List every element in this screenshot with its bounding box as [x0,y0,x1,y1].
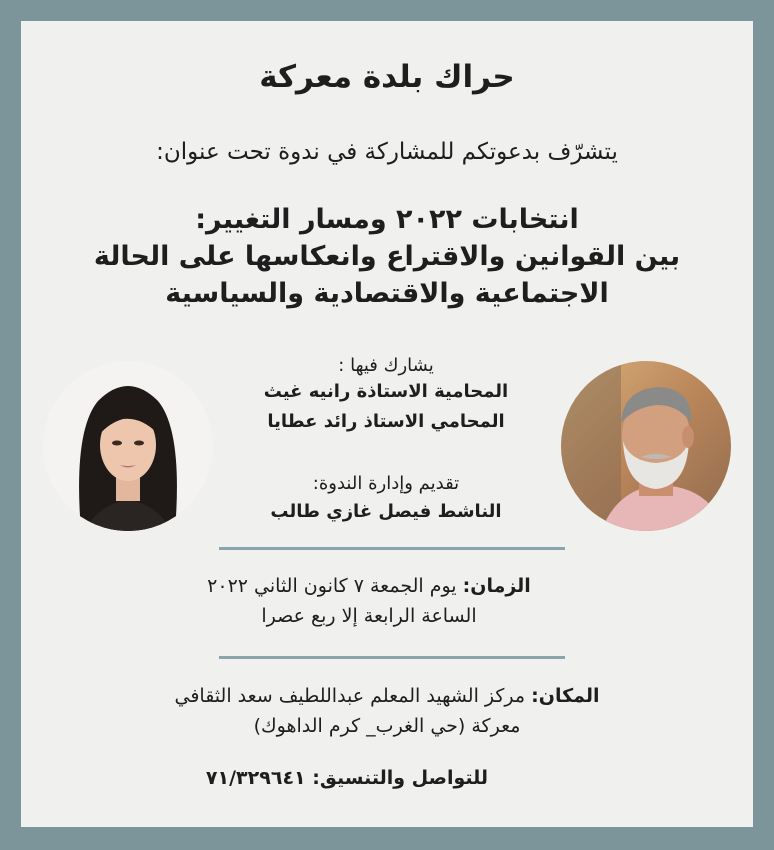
event-date: يوم الجمعة ٧ كانون الثاني ٢٠٢٢ [207,575,457,597]
host-label: تقديم وإدارة الندوة: [312,473,460,494]
contact-line [81,767,613,789]
place-label: المكان: [531,685,600,707]
time-line [81,571,657,601]
topic-line-2: بين القوانين والاقتراع وانعكاسها على الحالة [93,241,681,272]
speaker-photo-woman [43,361,213,531]
venue-area: معركة (حي الغرب_ كرم الداهوك) [253,715,521,737]
invitation-text: يتشرّف بدعوتكم للمشاركة في ندوة تحت عنوان: [156,139,618,165]
speaker-2-name: المحامي الاستاذ رائد عطايا [267,411,505,432]
place-line [61,681,713,711]
time-label: الزمان: [462,575,531,597]
event-hour: الساعة الرابعة إلا ربع عصرا [261,605,477,627]
speaker-photo-man [561,361,731,531]
invitation-card [21,21,753,827]
page-title: حراك بلدة معركة [259,59,515,95]
speaker-1-name: المحامية الاستاذة رانيه غيث [263,381,509,402]
venue-name: مركز الشهيد المعلم عبداللطيف سعد الثقافي [174,685,526,707]
participants-label: يشارك فيها : [338,355,434,376]
place-section [61,681,713,741]
time-section [81,571,657,631]
topic-line-3: الاجتماعية والاقتصادية والسياسية [165,278,609,309]
seminar-topic [21,201,753,312]
host-name: الناشط فيصل غازي طالب [270,501,502,522]
divider-bottom [219,656,565,659]
topic-line-1: انتخابات ٢٠٢٢ ومسار التغيير: [195,204,579,235]
contact-phone: ٧١/٣٢٩٦٤١ [205,767,306,789]
divider-top [219,547,565,550]
contact-label: للتواصل والتنسيق: [312,767,489,789]
